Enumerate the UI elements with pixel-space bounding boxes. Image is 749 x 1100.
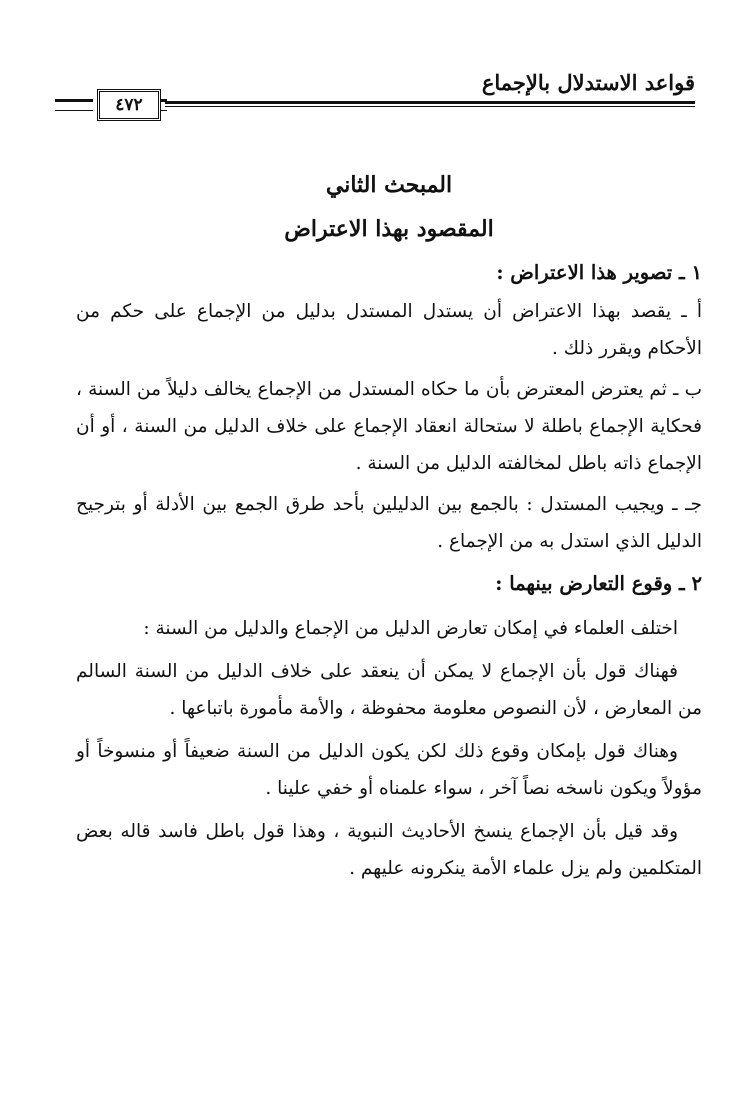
section-title-1: ١ ـ تصوير هذا الاعتراض :	[496, 261, 702, 284]
list-item-b: ب ـ ثم يعترض المعترض بأن ما حكاه المستدل من الإجماع يخالف دليلاً من السنة ، فحكاية الإجماع باطلة لا ستحالة انعقاد الإجماع على خلاف الدليل من السنة ، أو أن الإجماع ذاته باطل لمخالفته الدليل من السنة .	[76, 379, 702, 474]
list-item-c: جـ ـ ويجيب المستدل : بالجمع بين الدليلين بأحد طرق الجمع بين الأدلة أو بترجيح الدليل الذي استدل به من الإجماع .	[76, 494, 702, 552]
header-rule	[165, 101, 695, 104]
page-number-rule-left	[55, 99, 93, 111]
list-item-a: أ ـ يقصد بهذا الاعتراض أن يستدل المستدل بدليل من الإجماع على حكم من الأحكام ويقرر ذلك .	[76, 301, 702, 359]
paragraph: اختلف العلماء في إمكان تعارض الدليل من الإجماع والدليل من السنة :	[143, 618, 678, 639]
running-title: قواعد الاستدلال بالإجماع	[481, 70, 695, 95]
section-title-2: ٢ ـ وقوع التعارض بينهما :	[495, 572, 702, 595]
header-rule-thin	[165, 106, 695, 107]
chapter-heading: المبحث الثاني	[325, 172, 453, 198]
paragraph: وقد قيل بأن الإجماع ينسخ الأحاديث النبوية ، وهذا قول باطل فاسد قاله بعض المتكلمين ولم يزل علماء الأمة ينكرونه عليهم .	[76, 821, 702, 879]
page-header	[55, 68, 695, 115]
paragraph: وهناك قول بإمكان وقوع ذلك لكن يكون الدليل من السنة ضعيفاً أو منسوخاً أو مؤولاً ويكون ناسخه نصاً آخر ، سواء علمناه أو خفي علينا .	[76, 741, 702, 799]
page-body	[76, 163, 702, 891]
page-number: ٤٧٢	[97, 89, 161, 121]
paragraph: فهناك قول بأن الإجماع لا يمكن أن ينعقد على خلاف الدليل من السنة السالم من المعارض ، لأن النصوص معلومة محفوظة ، والأمة مأمورة باتباعها .	[76, 661, 702, 719]
chapter-subheading: المقصود بهذا الاعتراض	[284, 216, 494, 242]
